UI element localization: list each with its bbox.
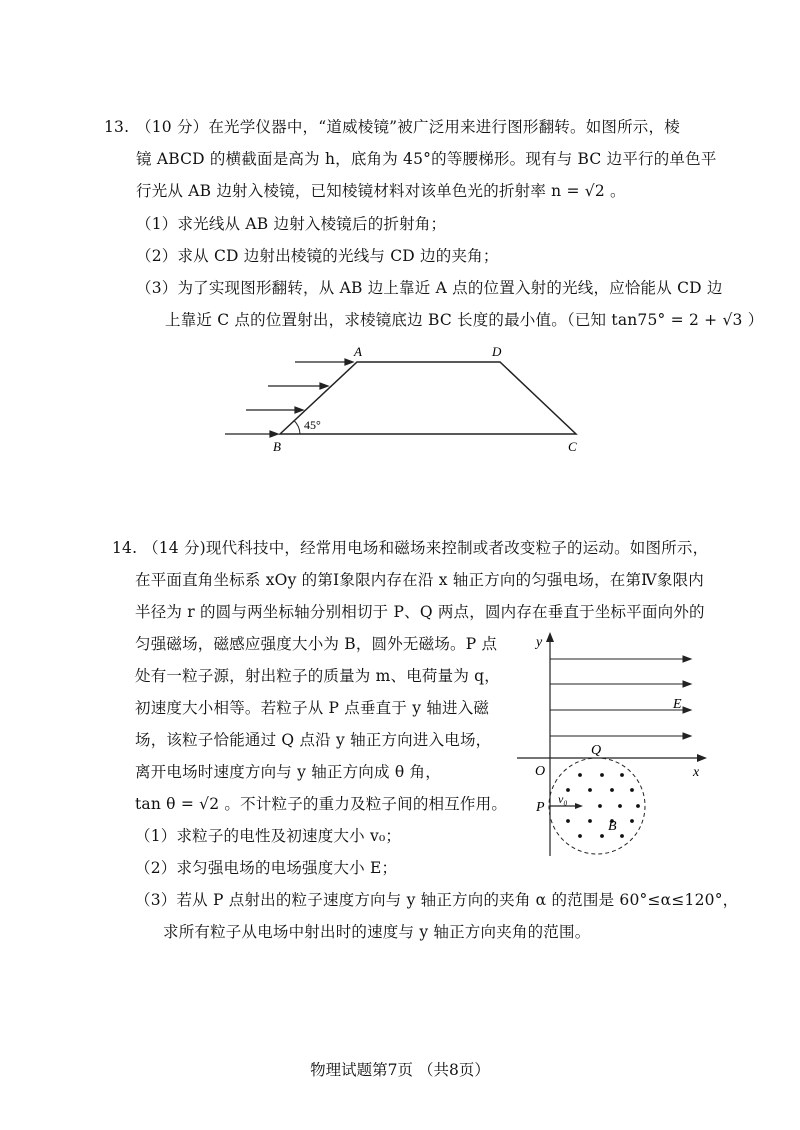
- vertex-label-c: C: [568, 439, 577, 454]
- q14-line-2: 在平面直角坐标系 xOy 的第Ⅰ象限内存在沿 x 轴正方向的匀强电场，在第Ⅳ象限内: [135, 571, 704, 589]
- q14-line-8: 离开电场时速度方向与 y 轴正方向成 θ 角，: [135, 763, 441, 781]
- q13-line-1: （10 分）在光学仪器中，“道威棱镜”被广泛用来进行图形翻转。如图所示，棱: [136, 118, 680, 136]
- prism-figure: [220, 340, 590, 460]
- q14-subq-1: （1）求粒子的电性及初速度大小 v₀；: [135, 827, 402, 845]
- label-q: Q: [591, 743, 602, 758]
- q14-number: 14.: [112, 539, 138, 557]
- label-y: y: [536, 635, 543, 650]
- q14-subq-2: （2）求匀强电场的电场强度大小 E；: [135, 859, 398, 877]
- q13-subq-3b: 上靠近 C 点的位置射出，求棱镜底边 BC 长度的最小值。（已知 tan75° = 2 + √3 ）: [165, 311, 764, 329]
- q13-line-3: 行光从 AB 边射入棱镜，已知棱镜材料对该单色光的折射率 n = √2 。: [136, 182, 626, 200]
- vertex-label-d: D: [492, 344, 502, 359]
- x-axis-arrow: [697, 754, 707, 762]
- q14-line-9: tan θ = √2 。不计粒子的重力及粒子间的相互作用。: [135, 795, 508, 813]
- q14-line-6: 初速度大小相等。若粒子从 P 点垂直于 y 轴进入磁: [135, 699, 490, 717]
- electric-field-lines: [550, 656, 691, 739]
- label-b: B: [608, 819, 617, 834]
- q13-number: 13.: [104, 118, 130, 136]
- prism-trapezoid: [280, 362, 576, 434]
- q13-subq-3a: （3）为了实现图形翻转，从 AB 边上靠近 A 点的位置入射的光线，应恰能从 CD 边: [136, 279, 723, 297]
- q14-subq-3a: （3）若从 P 点射出的粒子速度方向与 y 轴正方向的夹角 α 的范围是 60°≤α≤120°，: [135, 891, 739, 909]
- q13-line-2: 镜 ABCD 的横截面是高为 h，底角为 45°的等腰梯形。现有与 BC 边平行的单色平: [136, 150, 717, 168]
- q14-line-4: 匀强磁场，磁感应强度大小为 B，圆外无磁场。P 点: [135, 635, 498, 653]
- label-x: x: [693, 765, 700, 780]
- label-v0: v₀: [558, 792, 568, 806]
- angle-label: 45°: [304, 418, 321, 432]
- q13-subq-2: （2）求从 CD 边射出棱镜的光线与 CD 边的夹角；: [136, 247, 499, 265]
- page-footer: 物理试题第7页 （共8页）: [310, 1061, 490, 1079]
- y-axis-arrow: [546, 632, 554, 642]
- q13-subq-1: （1）求光线从 AB 边射入棱镜后的折射角；: [136, 215, 447, 233]
- angle-arc: [294, 421, 300, 435]
- q14-line-1: （14 分)现代科技中，经常用电场和磁场来控制或者改变粒子的运动。如图所示，: [143, 539, 709, 557]
- label-o: O: [535, 764, 546, 779]
- q14-subq-3b: 求所有粒子从电场中射出时的速度与 y 轴正方向夹角的范围。: [163, 923, 591, 941]
- field-figure: [505, 628, 715, 863]
- q14-line-3: 半径为 r 的圆与两坐标轴分别相切于 P、Q 两点，圆内存在垂直于坐标平面向外的: [135, 603, 705, 621]
- vertex-label-b: B: [273, 439, 281, 454]
- label-p: P: [536, 800, 545, 815]
- q14-line-5: 处有一粒子源，射出粒子的质量为 m、电荷量为 q，: [135, 667, 500, 685]
- q14-line-7: 场，该粒子恰能通过 Q 点沿 y 轴正方向进入电场，: [135, 731, 492, 749]
- label-e: E: [673, 697, 682, 712]
- vertex-label-a: A: [354, 344, 362, 359]
